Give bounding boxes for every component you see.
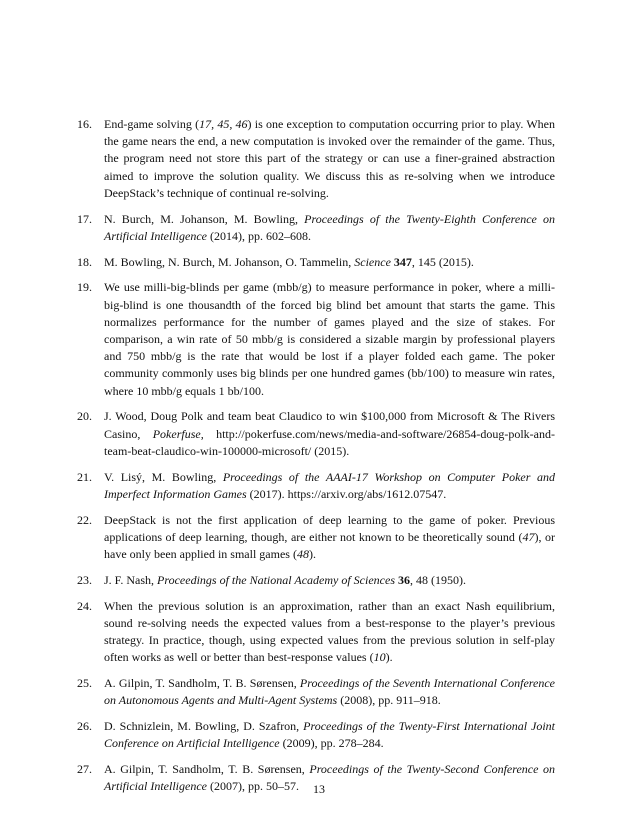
- reference-bold-text: 36: [397, 572, 410, 587]
- reference-text-run: , 48 (1950).: [409, 572, 466, 587]
- reference-text-run: N. Burch, M. Johanson, M. Bowling,: [104, 211, 305, 226]
- reference-item: [77, 211, 555, 245]
- reference-text-run: http://pokerfuse.com/news/media-and-software/26854-doug-polk-and-team-beat-claudico-win-100000-microsoft/ (2015).: [104, 426, 555, 458]
- reference-item: [77, 408, 555, 460]
- reference-number: 27.: [77, 762, 92, 777]
- reference-number: 25.: [77, 676, 92, 691]
- reference-number: 21.: [77, 469, 92, 484]
- reference-text: [104, 255, 474, 269]
- reference-italic-text: Proceedings of the AAAI-17 Workshop on Computer Poker and Imperfect Information Games: [104, 469, 555, 501]
- reference-text-run: J. Wood, Doug Polk and team beat Claudico to win $100,000 from Microsoft & The Rivers Casino,: [104, 409, 555, 441]
- reference-item: [77, 254, 555, 271]
- page-number: 13: [313, 782, 325, 796]
- reference-item: [77, 675, 555, 709]
- reference-text-run: (2008), pp. 911–918.: [337, 693, 441, 708]
- reference-italic-text: 48: [296, 547, 309, 562]
- reference-number: 16.: [77, 117, 92, 131]
- reference-text-run: M. Bowling, N. Burch, M. Johanson, O. Tammelin,: [104, 254, 355, 269]
- reference-text-run: A. Gilpin, T. Sandholm, T. B. Sørensen,: [104, 762, 310, 777]
- reference-item: [77, 572, 555, 589]
- reference-number: 17.: [77, 211, 92, 226]
- reference-item: [77, 718, 555, 752]
- reference-italic-text: Proceedings of the Twenty-Second Conference on Artificial Intelligence: [104, 762, 555, 794]
- reference-italic-text: Pokerfuse,: [152, 426, 204, 441]
- reference-italic-text: 47: [522, 529, 535, 544]
- reference-text-run: (2009), pp. 278–284.: [279, 736, 384, 751]
- reference-bold-text: 347: [393, 254, 412, 269]
- reference-text-run: , 145 (2015).: [411, 254, 474, 269]
- reference-text-run: ).: [308, 547, 316, 562]
- reference-item: [77, 469, 555, 503]
- reference-italic-text: Proceedings of the Twenty-First International Joint Conference on Artificial Intelligence: [104, 719, 556, 751]
- reference-item: [77, 512, 555, 564]
- reference-number: 26.: [77, 719, 92, 734]
- reference-list: [77, 116, 555, 804]
- reference-italic-text: Science: [354, 254, 391, 269]
- reference-text: [104, 409, 555, 457]
- reference-item: [77, 598, 555, 667]
- reference-number: 18.: [77, 254, 92, 269]
- reference-text-run: A. Gilpin, T. Sandholm, T. B. Sørensen,: [104, 676, 300, 691]
- reference-text: [104, 573, 466, 587]
- reference-text-run: When the previous solution is an approximation, rather than an exact Nash equilibrium, sound re-solving needs the expected values from a best-response to the player’s previous strategy. In practice, though, using expected values from the previous solution in self-play often works as well or better than best-response values (: [104, 598, 555, 665]
- reference-text: [104, 470, 555, 501]
- reference-text-run: (2007), pp. 50–57.: [206, 779, 299, 794]
- reference-text-run: V. Lisý, M. Bowling,: [104, 469, 223, 484]
- reference-text: [104, 117, 555, 200]
- reference-number: 22.: [77, 512, 92, 527]
- reference-number: 19.: [77, 280, 92, 295]
- reference-text-run: End-game solving (: [104, 117, 200, 131]
- reference-text-run: J. F. Nash,: [104, 572, 158, 587]
- reference-text-run: D. Schnizlein, M. Bowling, D. Szafron,: [104, 719, 304, 734]
- reference-text-run: ).: [385, 650, 393, 665]
- reference-text: [104, 212, 555, 243]
- reference-text: [104, 676, 555, 707]
- reference-text: [104, 513, 555, 561]
- reference-number: 23.: [77, 572, 92, 587]
- reference-text: [104, 599, 555, 665]
- reference-text-run: ), or have only been applied in small games (: [104, 529, 555, 562]
- reference-italic-text: Proceedings of the National Academy of Sciences: [157, 572, 395, 587]
- reference-item: [77, 279, 555, 399]
- reference-italic-text: Proceedings of the Twenty-Eighth Conference on Artificial Intelligence: [104, 211, 555, 243]
- reference-number: 20.: [77, 409, 92, 424]
- reference-number: 24.: [77, 598, 92, 613]
- reference-text-run: We use milli-big-blinds per game (mbb/g) to measure performance in poker, where a milli-big-blind is one thousandth of the forced big blind bet amount that starts the game. This normalizes performance for the number of games played and the size of stakes. For comparison, a win rate of 50 mbb/g is considered a sizable margin by professional players and 750 mbb/g is the rate that would be lost if a player folded each game. The poker community commonly uses big blinds per one hundred games (bb/100) to measure win rates, where 10 mbb/g equals 1 bb/100.: [104, 280, 555, 398]
- reference-italic-text: 10: [373, 650, 386, 665]
- reference-italic-text: Proceedings of the Seventh International Conference on Autonomous Agents and Multi-Agent Systems: [104, 676, 555, 708]
- reference-text-run: (2014), pp. 602–608.: [206, 228, 311, 243]
- reference-text-run: ) is one exception to computation occurring prior to play. When the game nears the end, a new computation is invoked over the remainder of the game. Thus, the program need not store this part of the strategy or can use a finer-grained abstraction aimed to improve the solution quality. We discuss this as re-solving when we introduce DeepStack’s technique of continual re-solving.: [104, 117, 556, 200]
- reference-text-run: (2017). https://arxiv.org/abs/1612.07547.: [246, 486, 447, 501]
- reference-text: [104, 719, 555, 750]
- reference-text: [104, 280, 555, 397]
- reference-italic-text: 17, 45, 46: [199, 117, 248, 131]
- reference-item: [77, 116, 555, 202]
- reference-text-run: DeepStack is not the first application of deep learning to the game of poker. Previous applications of deep learning, though, are either not known to be theoretically sound (: [104, 512, 555, 544]
